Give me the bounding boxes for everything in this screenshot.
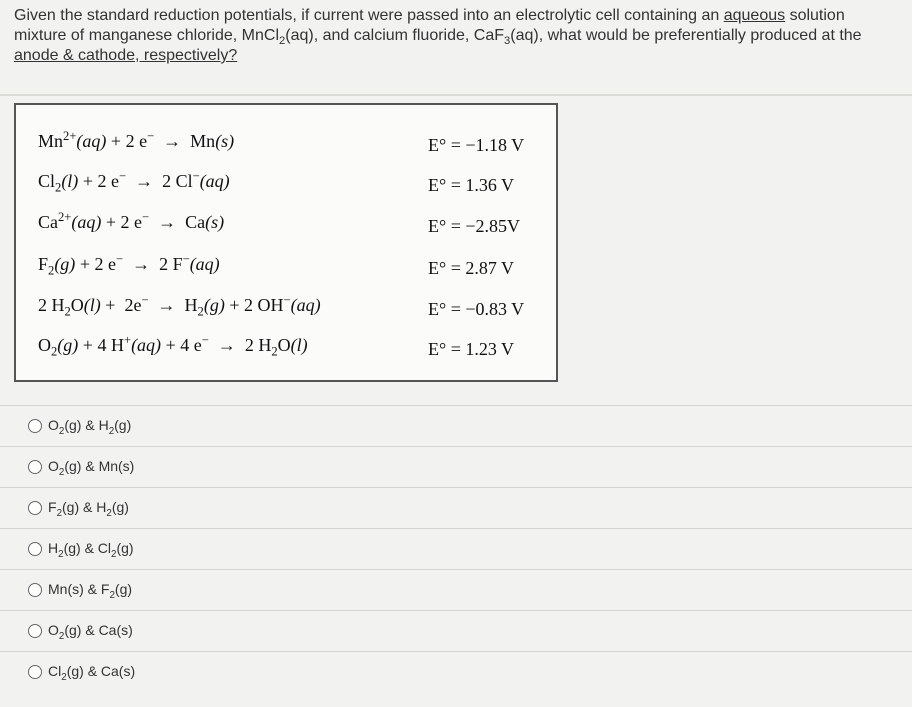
option-label[interactable]: $O_2(g)$ & Mn(s) <box>48 458 135 478</box>
question-part-c: (aq), and calcium fluoride, CaF <box>285 27 505 44</box>
question-part-d: (aq), what would be preferentially produced at the <box>510 27 862 44</box>
answer-option[interactable] <box>0 569 912 610</box>
equation-row <box>16 163 556 199</box>
radio-button[interactable] <box>28 460 42 474</box>
question-sub-1: 2 <box>279 35 286 48</box>
question-anode-cathode: anode & cathode, respectively? <box>14 47 238 64</box>
answer-option[interactable] <box>0 651 912 692</box>
radio-button[interactable] <box>28 501 42 515</box>
answer-option[interactable] <box>0 446 912 487</box>
standard-potential: E° = 1.23 V <box>428 339 515 359</box>
answer-option[interactable] <box>0 405 912 446</box>
half-reaction: $Mn^{2+}(aq) + 2$ e− → Mn(s) <box>38 129 235 151</box>
question-part-b: solution mixture of manganese chloride, MnCl <box>14 7 845 44</box>
option-label[interactable]: $O_2(g)$ & Ca(s) <box>48 622 133 642</box>
half-reaction: $F_2(g) + 2$ e− → 2 F−(aq) <box>38 252 220 278</box>
option-label[interactable]: Mn(s) & $F_2(g)$ <box>48 581 133 601</box>
reduction-potentials-table <box>14 103 558 382</box>
half-reaction: $Ca^{2+}(aq) + 2$ e− → Ca(s) <box>38 210 225 232</box>
half-reaction: $O_2(g) + 4$ H+(aq) + 4 e− → 2 $H_2O(l)$ <box>38 333 308 359</box>
equation-row <box>16 204 556 240</box>
radio-button[interactable] <box>28 583 42 597</box>
standard-potential: E° = −1.18 V <box>428 135 525 155</box>
option-label[interactable]: $H_2(g)$ & $Cl_2(g)$ <box>48 540 134 560</box>
standard-potential: E° = −0.83 V <box>428 299 525 319</box>
equation-row <box>16 287 556 323</box>
half-reaction: 2 $H_2O(l) + 2e^- \to H_2(g) + 2$ OH−(aq) <box>38 293 321 319</box>
option-label[interactable]: $F_2(g)$ & $H_2(g)$ <box>48 499 129 519</box>
half-reaction: $Cl_2(l) + 2$ e− → 2 Cl−(aq) <box>38 169 230 195</box>
answer-option[interactable] <box>0 610 912 651</box>
equation-row <box>16 327 556 363</box>
equation-row <box>16 246 556 282</box>
radio-button[interactable] <box>28 665 42 679</box>
radio-button[interactable] <box>28 419 42 433</box>
standard-potential: E° = −2.85V <box>428 216 520 236</box>
answer-option[interactable] <box>0 528 912 569</box>
question-sub-2: 3 <box>504 35 511 48</box>
option-label[interactable]: $O_2(g)$ & $H_2(g)$ <box>48 417 132 437</box>
question-part-a: Given the standard reduction potentials, if current were passed into an electrolytic cell containing an <box>14 7 724 24</box>
equation-row <box>16 123 556 159</box>
standard-potential: E° = 2.87 V <box>428 258 515 278</box>
option-label[interactable]: $Cl_2(g)$ & Ca(s) <box>48 663 136 683</box>
answer-option[interactable] <box>0 487 912 528</box>
divider <box>0 94 912 96</box>
question-text <box>14 6 900 66</box>
question-aqueous: aqueous <box>723 7 786 24</box>
radio-button[interactable] <box>28 624 42 638</box>
standard-potential: E° = 1.36 V <box>428 175 515 195</box>
radio-button[interactable] <box>28 542 42 556</box>
